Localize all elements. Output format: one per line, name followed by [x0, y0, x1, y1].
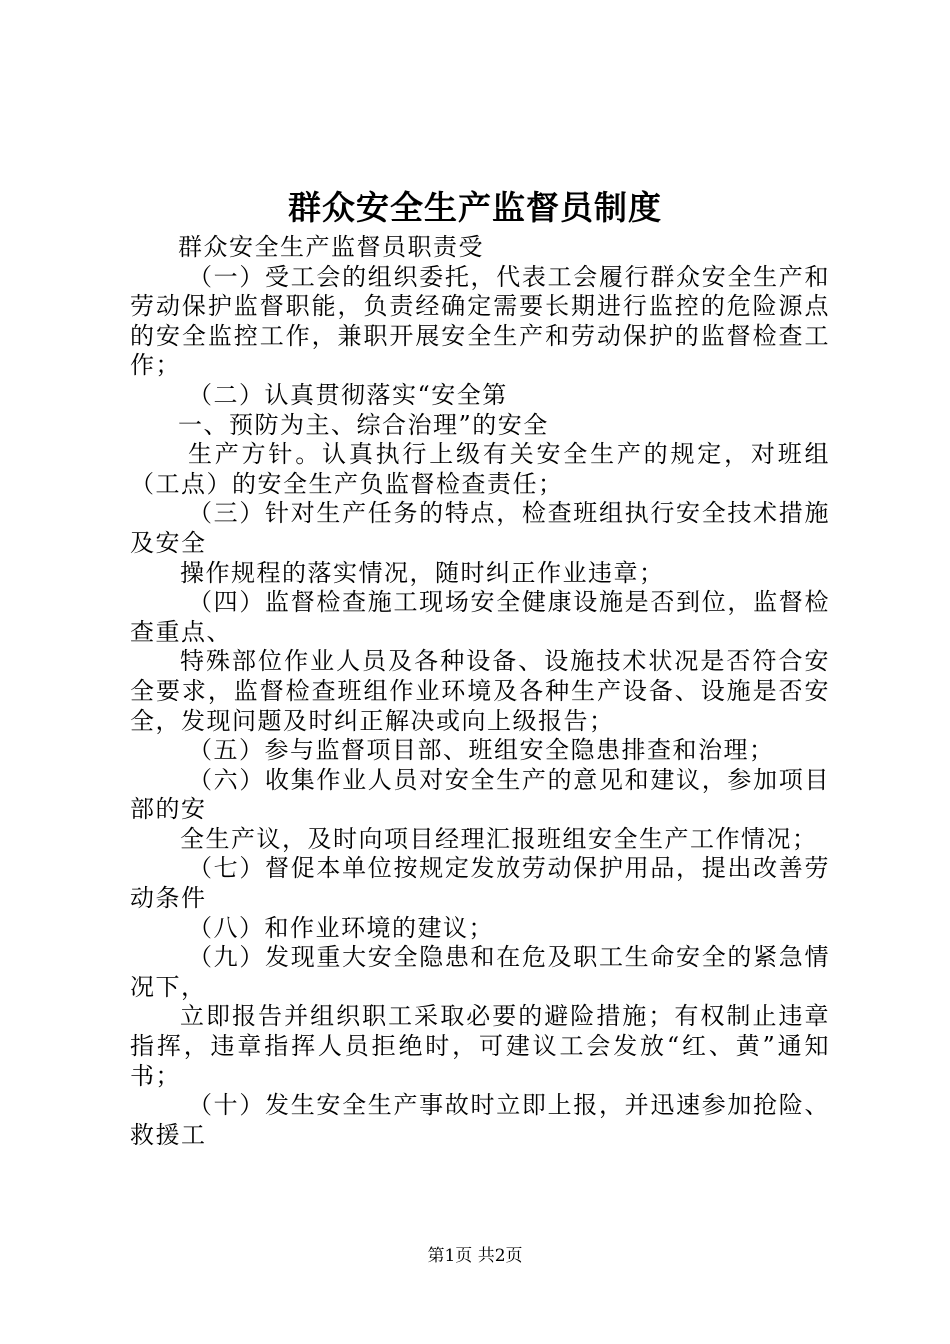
paragraph-item-3-cont: 操作规程的落实情况，随时纠正作业违章；	[180, 558, 665, 587]
paragraph-item-8: （八）和作业环境的建议；	[188, 913, 494, 942]
paragraph-item-9: （九）发现重大安全隐患和在危及职工生命安全的紧急情况下，	[130, 943, 830, 1001]
document-title: 群众安全生产监督员制度	[288, 188, 662, 227]
paragraph-item-2: （二）认真贯彻落实“安全第	[188, 380, 508, 409]
page-number-footer: 第1页 共2页	[427, 1246, 523, 1266]
paragraph-heading: 群众安全生产监督员职责受	[178, 233, 484, 261]
paragraph-item-6-cont: 全生产议，及时向项目经理汇报班组安全生产工作情况；	[180, 824, 818, 853]
paragraph-item-4-cont: 特殊部位作业人员及各种设备、设施技术状况是否符合安全要求，监督检查班组作业环境及各种生产设备、设施是否安全，发现问题及时纠正解决或向上级报告；	[130, 647, 830, 735]
paragraph-item-3: （三）针对生产任务的特点，检查班组执行安全技术措施及安全	[130, 499, 830, 557]
document-body	[130, 233, 830, 1150]
paragraph-item-6: （六）收集作业人员对安全生产的意见和建议，参加项目部的安	[130, 765, 830, 824]
paragraph-item-10: （十）发生安全生产事故时立即上报，并迅速参加抢险、救援工	[130, 1091, 830, 1149]
paragraph-item-5: （五）参与监督项目部、班组安全隐患排查和治理；	[188, 736, 775, 765]
paragraph-item-1: （一）受工会的组织委托，代表工会履行群众安全生产和劳动保护监督职能，负责经确定需要长期进行监控的危险源点的安全监控工作，兼职开展安全生产和劳动保护的监督检查工作；	[130, 262, 830, 380]
paragraph-item-9-cont: 立即报告并组织职工采取必要的避险措施；有权制止违章指挥，违章指挥人员拒绝时，可建议工会发放“红、黄”通知书；	[130, 1002, 830, 1090]
paragraph-item-4: （四）监督检查施工现场安全健康设施是否到位，监督检查重点、	[130, 588, 830, 646]
paragraph-item-2-cont: 一、预防为主、综合治理”的安全	[178, 410, 549, 439]
paragraph-item-2-cont-2: 生产方针。认真执行上级有关安全生产的规定，对班组（工点）的安全生产负监督检查责任；	[130, 440, 830, 498]
paragraph-item-7: （七）督促本单位按规定发放劳动保护用品，提出改善劳动条件	[130, 854, 830, 913]
